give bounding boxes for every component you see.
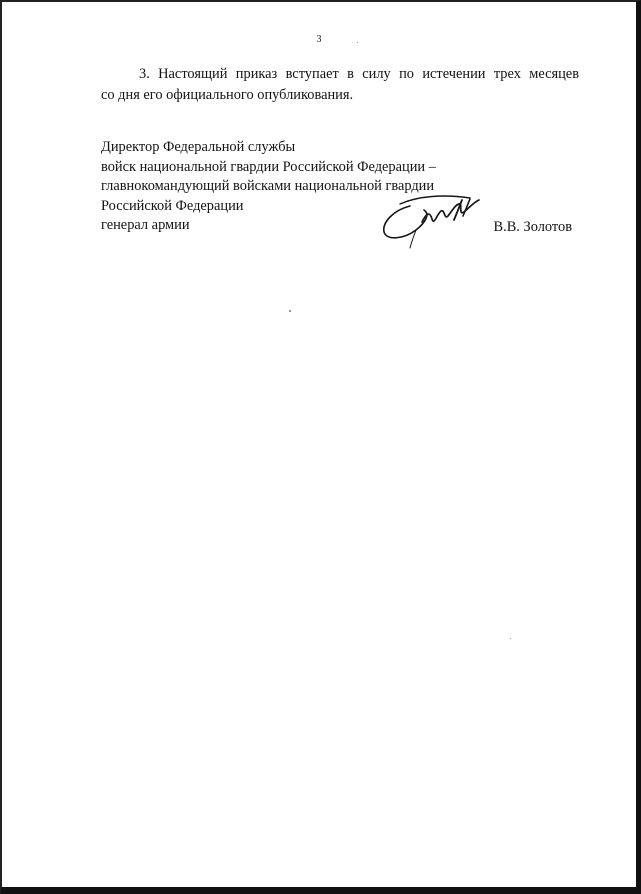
order-clause-line-1: 3. Настоящий приказ вступает в силу по истечении трех месяцев xyxy=(139,66,579,82)
scan-speck xyxy=(357,42,358,43)
scan-speck xyxy=(289,310,291,312)
signatory-position-line: войск национальной гвардии Российской Федерации – xyxy=(101,158,436,175)
signatory-position-line: главнокомандующий войсками национальной гвардии xyxy=(101,178,435,194)
signatory-position-line: генерал армии xyxy=(101,217,190,233)
order-clause xyxy=(101,64,579,106)
scan-speck xyxy=(510,638,511,639)
handwritten-signature xyxy=(370,192,486,254)
signatory-position-line: Директор Федеральной службы xyxy=(101,139,296,155)
signer-name: В.В. Золотов xyxy=(493,219,572,235)
page-number: 3 xyxy=(316,34,322,45)
order-clause-line-2: со дня его официального опубликования. xyxy=(101,87,354,103)
signatory-position-line: Российской Федерации xyxy=(101,197,244,214)
